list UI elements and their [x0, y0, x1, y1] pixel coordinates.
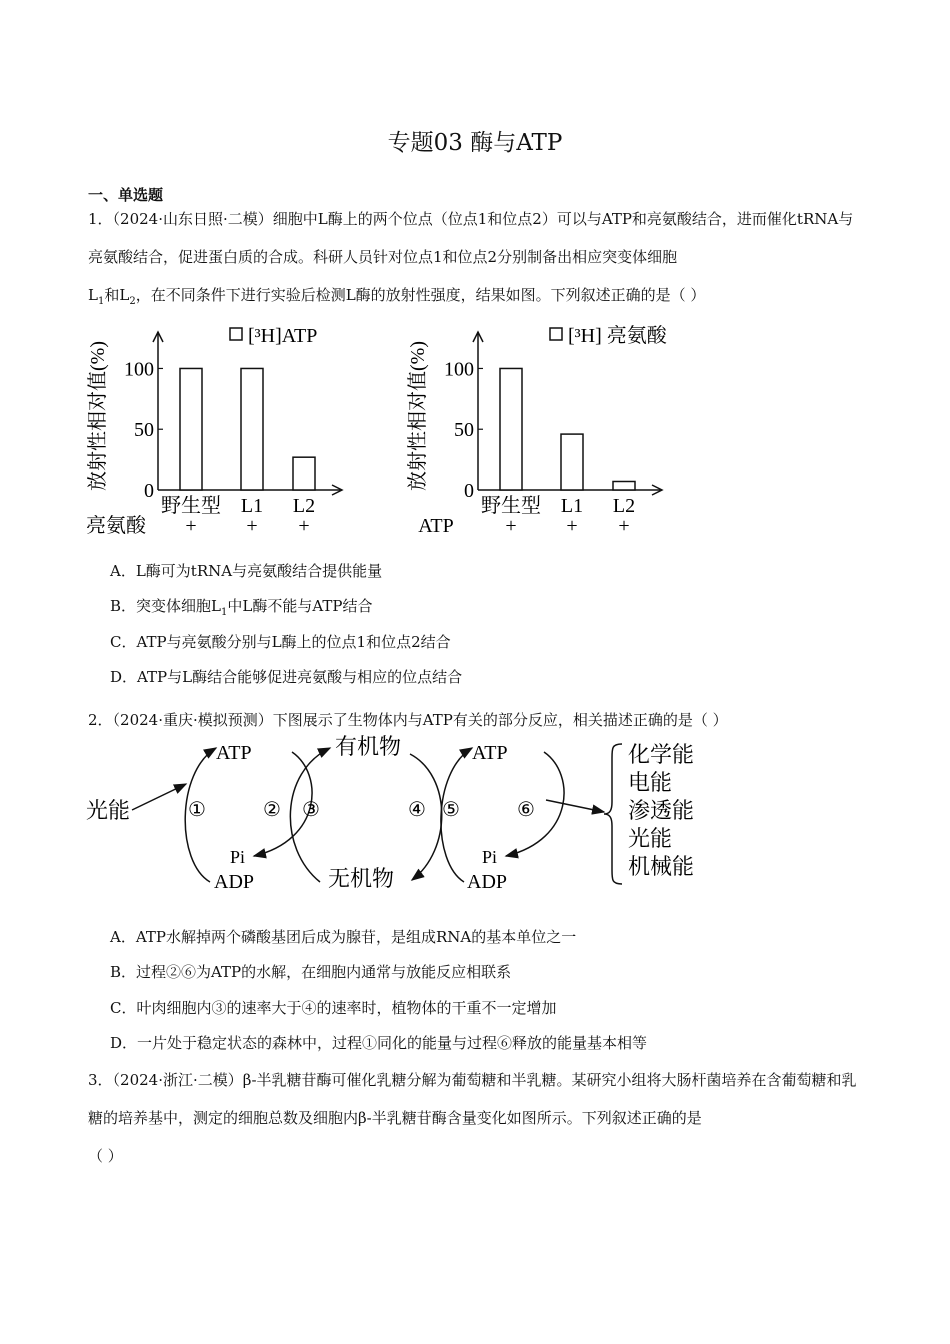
bar [241, 368, 263, 490]
question-source: （2024·山东日照·二模） [112, 210, 273, 228]
section-heading: 一、单选题 [88, 186, 164, 204]
x-tick-label: 野生型 [161, 495, 221, 517]
question-2-stem: 2．（2024·重庆·模拟预测）下图展示了生物体内与ATP有关的部分反应，相关描述正确的是（ ） [88, 711, 728, 729]
option-b[interactable]: B．过程②⑥为ATP的水解，在细胞内通常与放能反应相联系 [110, 963, 512, 981]
question-number: 3． [88, 1071, 113, 1089]
option-b[interactable]: B．突变体细胞$L_1$中L酶不能与ATP结合 [110, 597, 373, 618]
step-1: ① [188, 799, 206, 821]
bar [561, 434, 583, 490]
atp-label-right: ATP [472, 742, 508, 764]
option-a[interactable]: A．L酶可为tRNA与亮氨酸结合提供能量 [110, 562, 383, 580]
question-number: 1． [88, 210, 113, 228]
question-source: （2024·重庆·模拟预测） [112, 711, 273, 729]
question-source: （2024·浙江·二模） [112, 1071, 243, 1089]
bar-chart-atp [80, 318, 360, 536]
step-5: ⑤ [442, 799, 460, 821]
condition-mark: + [185, 515, 197, 536]
adp-label-right: ADP [467, 871, 508, 893]
organic-matter-label: 有机物 [335, 734, 402, 759]
condition-mark: + [505, 515, 517, 536]
adp-label-left: ADP [214, 871, 255, 893]
legend-label: [³H]ATP [248, 325, 318, 347]
bar-chart-leucine [400, 318, 680, 536]
legend-swatch [550, 328, 562, 340]
answer-blank: （ ） [88, 1147, 123, 1165]
pi-label-right: Pi [482, 847, 498, 867]
y-tick-label: 0 [464, 480, 474, 502]
condition-mark: + [566, 515, 578, 536]
energy-mechanical: 机械能 [628, 854, 695, 879]
condition-label: ATP [418, 515, 454, 536]
option-d[interactable]: D．ATP与L酶结合能够促进亮氨酸与相应的位点结合 [110, 668, 463, 686]
atp-label-left: ATP [216, 742, 252, 764]
legend-label: [³H] 亮氨酸 [568, 325, 667, 347]
atp-cycle-diagram [80, 732, 720, 897]
step-3: ③ [302, 799, 320, 821]
condition-mark: + [246, 515, 258, 536]
option-c[interactable]: C．ATP与亮氨酸分别与L酶上的位点1和位点2结合 [110, 633, 451, 651]
question-number: 2． [88, 711, 113, 729]
legend-swatch [230, 328, 242, 340]
question-1-stem: 1．（2024·山东日照·二模）细胞中L酶上的两个位点（位点1和位点2）可以与ATP和亮氨酸结合，进而催化tRNA与亮氨酸结合，促进蛋白质的合成。科研人员针对位点1和位点2分别制备出相应突变体细胞 $L_1$和$L_2$，在不同条件下进行实验后检测L酶的放射性强度，结果如图。下列叙述正确的是（ ） [88, 210, 854, 307]
y-axis-label: 放射性相对值(%) [87, 341, 109, 491]
x-tick-label: 野生型 [481, 495, 541, 517]
bar [293, 457, 315, 490]
step-6: ⑥ [517, 799, 535, 821]
step-4: ④ [408, 799, 426, 821]
condition-mark: + [618, 515, 630, 536]
x-tick-label: L2 [292, 495, 316, 517]
energy-electric: 电能 [628, 770, 673, 795]
option-a[interactable]: A．ATP水解掉两个磷酸基团后成为腺苷，是组成RNA的基本单位之一 [110, 928, 577, 946]
y-tick-label: 0 [144, 480, 154, 502]
bar [180, 368, 202, 490]
bar [500, 368, 522, 490]
x-tick-label: L1 [240, 495, 264, 517]
y-tick-label: 50 [134, 419, 154, 442]
energy-osmotic: 渗透能 [628, 798, 695, 823]
page-title: 专题03 酶与ATP [387, 130, 563, 156]
option-d[interactable]: D．一片处于稳定状态的森林中，过程①同化的能量与过程⑥释放的能量基本相等 [110, 1034, 648, 1052]
y-tick-label: 100 [444, 358, 474, 381]
energy-chemical: 化学能 [628, 742, 695, 767]
y-axis-label: 放射性相对值(%) [407, 341, 429, 491]
question-3-stem: 3．（2024·浙江·二模）β-半乳糖苷酶可催化乳糖分解为葡萄糖和半乳糖。某研究小组将大肠杆菌培养在含葡萄糖和乳糖的培养基中，测定的细胞总数及细胞内β-半乳糖苷酶含量变化如图所示。下列叙述正确的是 （ ） [88, 1071, 857, 1165]
condition-label: 亮氨酸 [86, 515, 146, 536]
y-tick-label: 50 [454, 419, 474, 442]
pi-label-left: Pi [230, 847, 246, 867]
condition-mark: + [298, 515, 310, 536]
x-tick-label: L2 [612, 495, 636, 517]
step-2: ② [263, 799, 281, 821]
option-c[interactable]: C．叶肉细胞内③的速率大于④的速率时，植物体的干重不一定增加 [110, 999, 557, 1017]
inorganic-matter-label: 无机物 [328, 866, 395, 891]
bar [613, 481, 635, 490]
x-tick-label: L1 [560, 495, 584, 517]
light-energy-label: 光能 [86, 798, 131, 823]
y-tick-label: 100 [124, 358, 154, 381]
energy-light: 光能 [628, 826, 673, 851]
